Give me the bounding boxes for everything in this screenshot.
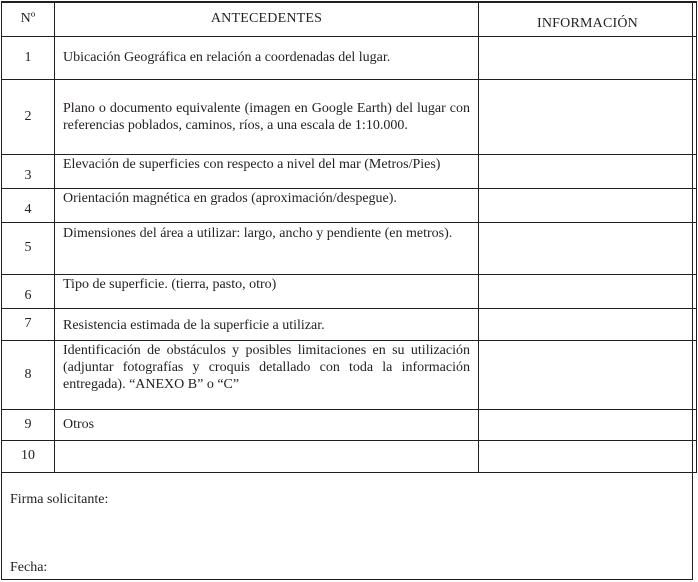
row-number: 5 (2, 222, 55, 274)
row-antecedente: Elevación de superficies con respecto a nivel del mar (Metros/Pies) (55, 154, 479, 188)
row-antecedente: Tipo de superficie. (tierra, pasto, otro) (55, 274, 479, 308)
info-cell[interactable] (479, 274, 697, 308)
row-number: 9 (2, 409, 55, 440)
info-input[interactable] (479, 448, 696, 464)
row-number: 10 (2, 440, 55, 472)
info-input[interactable] (479, 316, 696, 332)
info-input[interactable] (479, 417, 696, 433)
date-label: Fecha: (10, 560, 48, 575)
info-input[interactable] (479, 163, 696, 179)
signature-label: Firma solicitante: (10, 492, 109, 507)
row-antecedente: Identificación de obstáculos y posibles limitaciones en su utilización (adjuntar fotografías y croquis detallado con toda la información entregada). “ANEXO B” o “C” (55, 340, 479, 409)
row-number: 2 (2, 79, 55, 154)
info-input[interactable] (479, 367, 696, 383)
info-cell[interactable] (479, 154, 697, 188)
info-cell[interactable] (479, 222, 697, 274)
info-input[interactable] (479, 197, 696, 213)
row-number: 1 (2, 36, 55, 79)
table-header-row (2, 2, 697, 36)
header-antecedentes: ANTECEDENTES (55, 2, 479, 36)
info-input[interactable] (479, 50, 696, 66)
info-cell[interactable] (479, 409, 697, 440)
info-input[interactable] (479, 109, 696, 125)
row-antecedente: Ubicación Geográfica en relación a coordenadas del lugar. (55, 36, 479, 79)
row-antecedente: Otros (55, 409, 479, 440)
info-cell[interactable] (479, 188, 697, 222)
info-cell[interactable] (479, 308, 697, 340)
row-number: 6 (2, 274, 55, 308)
info-cell[interactable] (479, 340, 697, 409)
header-number: Nº (2, 2, 55, 36)
table-row (2, 340, 697, 409)
info-cell[interactable] (479, 440, 697, 472)
table-row (2, 222, 697, 274)
row-antecedente: Orientación magnética en grados (aproximación/despegue). (55, 188, 479, 222)
row-number: 8 (2, 340, 55, 409)
info-cell[interactable] (479, 36, 697, 79)
row-antecedente: Dimensiones del área a utilizar: largo, ancho y pendiente (en metros). (55, 222, 479, 274)
table-row (2, 188, 697, 222)
row-antecedente: Resistencia estimada de la superficie a utilizar. (55, 308, 479, 340)
info-input[interactable] (479, 240, 696, 256)
row-number: 4 (2, 188, 55, 222)
table-row (2, 154, 697, 188)
info-cell[interactable] (479, 79, 697, 154)
antecedentes-table (1, 1, 697, 473)
row-number: 7 (2, 308, 55, 340)
row-antecedente[interactable] (55, 440, 479, 472)
table-row (2, 79, 697, 154)
table-row (2, 274, 697, 308)
table-row (2, 440, 697, 472)
row-number: 3 (2, 154, 55, 188)
header-informacion: INFORMACIÓN (479, 2, 697, 36)
table-row (2, 36, 697, 79)
table-row (2, 409, 697, 440)
row-antecedente: Plano o documento equivalente (imagen en Google Earth) del lugar con referencias poblados, caminos, ríos, a una escala de 1:10.000. (55, 79, 479, 154)
info-input[interactable] (479, 283, 696, 299)
table-row (2, 308, 697, 340)
